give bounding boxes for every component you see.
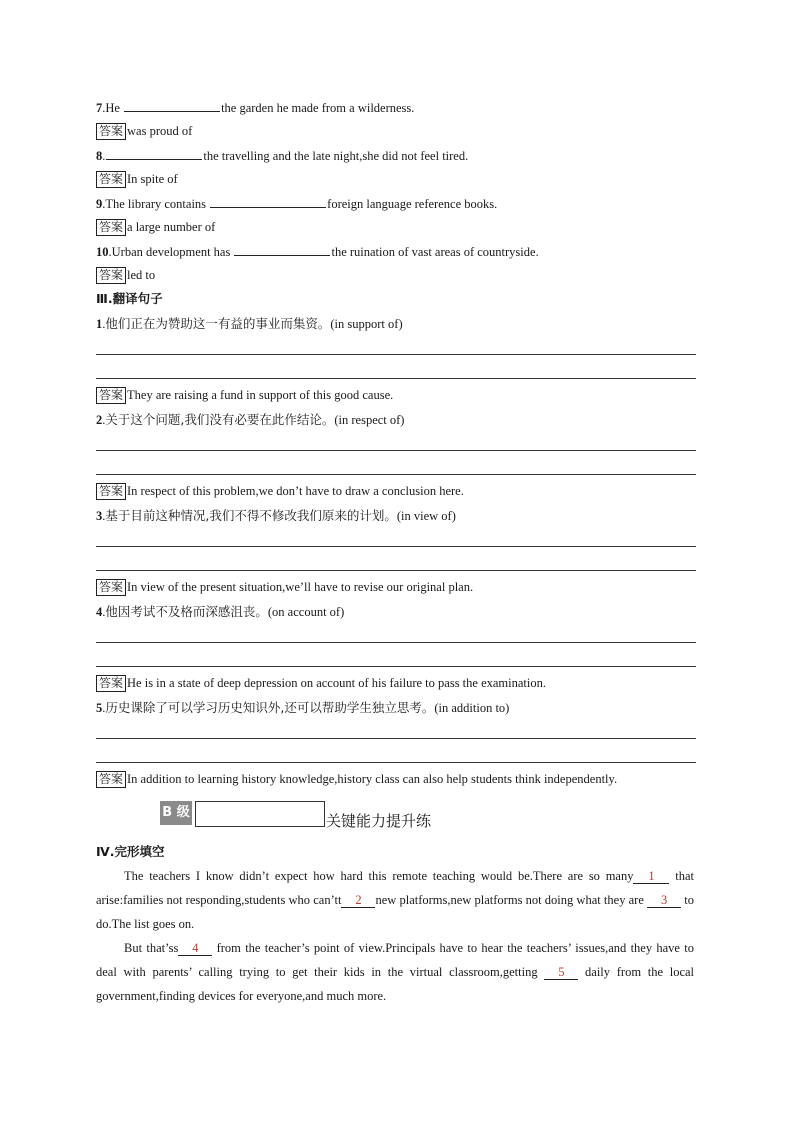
cloze-text: to do.The list goes on. — [96, 893, 694, 931]
answer-t1 — [96, 386, 393, 404]
answer-text: In spite of — [127, 172, 178, 186]
hint: (in respect of) — [334, 413, 405, 427]
item-number: 2 — [96, 413, 103, 427]
answer-text: They are raising a fund in support of this good cause. — [127, 388, 394, 402]
answer-t4 — [96, 674, 546, 692]
answer-8 — [96, 170, 178, 188]
chinese-sentence: 基于目前这种情况,我们不得不修改我们原来的计划。 — [105, 508, 397, 523]
cloze-blank-3[interactable]: 3 — [647, 893, 681, 908]
cloze-blank-5[interactable]: 5 — [544, 965, 578, 980]
writing-line[interactable] — [96, 642, 696, 643]
answer-label: 答案 — [96, 171, 126, 188]
answer-text: was proud of — [127, 124, 193, 138]
item-after: the travelling and the late night,she did not feel tired. — [203, 149, 469, 163]
hint: (on account of) — [267, 605, 345, 619]
translation-3: 3.基于目前这种情况,我们不得不修改我们原来的计划。(in view of) — [96, 508, 456, 523]
item-number: 4 — [96, 605, 103, 619]
item-after: the garden he made from a wilderness. — [221, 101, 415, 115]
writing-line[interactable] — [96, 546, 696, 547]
item-number: 3 — [96, 509, 103, 523]
item-8: 8. the travelling and the late night,she did not feel tired. — [96, 149, 469, 163]
cloze-text: new platforms,new platforms not doing what — [375, 893, 601, 907]
cloze-blank-1[interactable]: 1 — [633, 869, 669, 884]
cloze-text: they have to deal with parents’ calling trying to get their kids in the virtual classroom,getting — [96, 941, 694, 979]
level-badge: B 级 — [160, 801, 192, 825]
translation-4: 4.他因考试不及格而深感沮丧。(on account of) — [96, 604, 345, 619]
answer-text: In addition to learning history knowledge,history class can also help students think independently. — [127, 772, 618, 786]
level-title-box — [195, 801, 325, 827]
writing-line[interactable] — [96, 450, 696, 451]
translation-5: 5.历史课除了可以学习历史知识外,还可以帮助学生独立思考。(in addition to) — [96, 700, 510, 715]
writing-line[interactable] — [96, 354, 696, 355]
chinese-sentence: 他们正在为赞助这一有益的事业而集资。 — [105, 316, 331, 331]
answer-label: 答案 — [96, 675, 126, 692]
answer-10 — [96, 266, 155, 284]
chinese-sentence: 历史课除了可以学习历史知识外,还可以帮助学生独立思考。 — [105, 700, 435, 715]
level-title: 关键能力提升练 — [326, 812, 432, 830]
hint: (in addition to) — [434, 701, 510, 715]
translation-1: 1.他们正在为赞助这一有益的事业而集资。(in support of) — [96, 316, 403, 331]
answer-label: 答案 — [96, 579, 126, 596]
writing-line[interactable] — [96, 570, 696, 571]
item-7: 7.He the garden he made from a wilderness. — [96, 101, 415, 115]
section-3-title: Ⅲ.翻译句子 — [96, 291, 163, 306]
item-after: the ruination of vast areas of countryside. — [331, 245, 539, 259]
answer-text: led to — [127, 268, 156, 282]
answer-7 — [96, 122, 192, 140]
cloze-text: from the local government,finding devices for everyone,and much more. — [96, 965, 695, 1003]
answer-t2 — [96, 482, 464, 500]
answer-label: 答案 — [96, 123, 126, 140]
answer-text: He is in a state of deep depression on account of his failure to pass the examination. — [127, 676, 546, 690]
answer-blank[interactable] — [106, 147, 202, 160]
item-before: Urban development has — [111, 245, 231, 259]
writing-line[interactable] — [96, 762, 696, 763]
answer-t5 — [96, 770, 617, 788]
cloze-text: The teachers I know didn’t expect how hard this remote teaching would be.There are so many — [124, 869, 634, 883]
item-number: 7 — [96, 101, 103, 115]
answer-text: In respect of this problem,we don’t have to draw a conclusion here. — [127, 484, 464, 498]
section-4-title: Ⅳ.完形填空 — [96, 844, 165, 859]
item-number: 5 — [96, 701, 103, 715]
answer-text: In view of the present situation,we’ll have to revise our original plan. — [127, 580, 474, 594]
cloze-paragraph-1 — [96, 864, 694, 936]
writing-line[interactable] — [96, 738, 696, 739]
chinese-sentence: 关于这个问题,我们没有必要在此作结论。 — [105, 412, 335, 427]
item-before: The library contains — [105, 197, 207, 211]
writing-line[interactable] — [96, 474, 696, 475]
cloze-text: t — [337, 893, 342, 907]
item-number: 1 — [96, 317, 103, 331]
cloze-text: that arise:families not responding,students who can’t — [96, 869, 695, 907]
cloze-blank-4[interactable]: 4 — [178, 941, 212, 956]
cloze-paragraph-2 — [96, 936, 694, 1008]
answer-label: 答案 — [96, 483, 126, 500]
cloze-text: daily — [585, 965, 611, 979]
answer-label: 答案 — [96, 219, 126, 236]
item-number: 8 — [96, 149, 103, 163]
writing-line[interactable] — [96, 666, 696, 667]
cloze-text: s — [173, 941, 179, 955]
cloze-text: from the teacher’s point of view.Principals have to hear the teachers’ issues,and — [216, 941, 627, 955]
answer-t3 — [96, 578, 473, 596]
hint: (in support of) — [330, 317, 403, 331]
item-after: foreign language reference books. — [327, 197, 498, 211]
item-before: He — [105, 101, 120, 115]
item-10: 10.Urban development has the ruination of vast areas of countryside. — [96, 245, 539, 259]
answer-text: a large number of — [127, 220, 216, 234]
item-number: 10 — [96, 245, 109, 259]
translation-2: 2.关于这个问题,我们没有必要在此作结论。(in respect of) — [96, 412, 405, 427]
answer-blank[interactable] — [124, 99, 220, 112]
cloze-blank-2[interactable]: 2 — [341, 893, 375, 908]
answer-blank[interactable] — [210, 195, 326, 208]
answer-label: 答案 — [96, 267, 126, 284]
answer-label: 答案 — [96, 387, 126, 404]
cloze-text: But that’s — [124, 941, 174, 955]
answer-label: 答案 — [96, 771, 126, 788]
item-9: 9.The library contains foreign language reference books. — [96, 197, 498, 211]
writing-line[interactable] — [96, 378, 696, 379]
cloze-text: they are — [603, 893, 644, 907]
chinese-sentence: 他因考试不及格而深感沮丧。 — [105, 604, 268, 619]
hint: (in view of) — [396, 509, 456, 523]
answer-9 — [96, 218, 215, 236]
item-number: 9 — [96, 197, 103, 211]
answer-blank[interactable] — [234, 243, 330, 256]
